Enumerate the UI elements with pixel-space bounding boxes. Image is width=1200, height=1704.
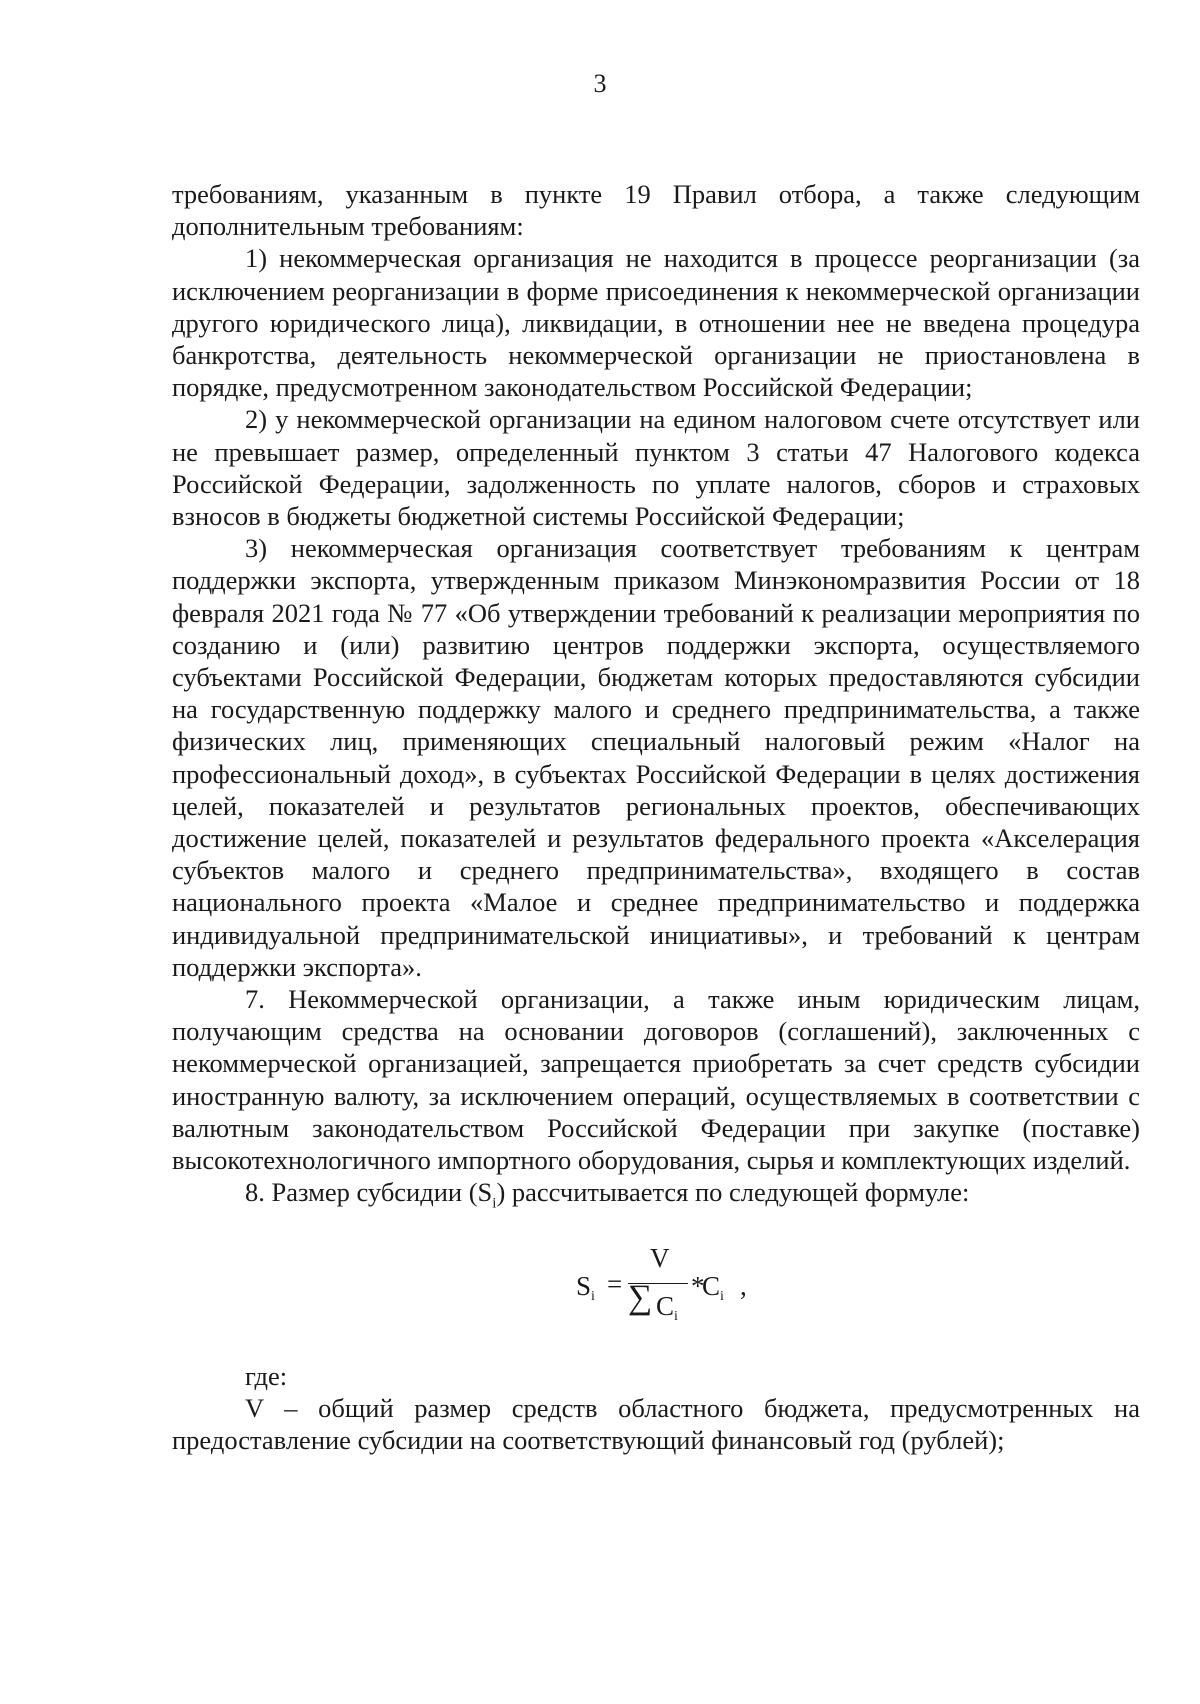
formula-den-sub: i [674, 1308, 678, 1324]
paragraph-8 [172, 1176, 1140, 1220]
paragraph-8-pre: 8. Размер субсидии (S [245, 1177, 493, 1208]
formula-factor-sub: i [720, 1288, 724, 1304]
paragraph-item-3: 3) некоммерческая организация соответствует требованиям к центрам поддержки экспорта, утвержденным приказом Минэкономразвития России от 18 февраля 2021 года № 77 «Об утверждении требований к реализации мероприятия по созданию и (или) развитию центров поддержки экспорта, осуществляемого субъектами Российской Федерации, бюджетам которых предоставляются субсидии на государственную поддержку малого и среднего предпринимательства, а также физических лиц, применяющих специальный налоговый режим «Налог на профессиональный доход», в субъектах Российской Федерации в целях достижения целей, показателей и результатов региональных проектов, обеспечивающих достижение целей, показателей и результатов федерального проекта «Акселерация субъектов малого и среднего предпринимательства», входящего в состав национального проекта «Малое и среднее предпринимательство и поддержка индивидуальной предпринимательской инициативы», и требований к центрам поддержки экспорта». [172, 533, 1140, 982]
paragraph-v-definition: V – общий размер средств областного бюджета, предусмотренных на предоставление субсидии на соответствующий финансовый год (рублей); [172, 1393, 1140, 1456]
formula-sum-symbol: ∑ [628, 1278, 653, 1316]
paragraph-where: где: [245, 1360, 288, 1391]
paragraph-8-sub: i [492, 1195, 497, 1212]
subsidy-formula [172, 1220, 1140, 1360]
paragraph-item-1: 1) некоммерческая организация не находится в процессе реорганизации (за исключением реорганизации в форме присоединения к некоммерческой организации другого юридического лица), ликвидации, в отношении нее не введена процедура банкротства, деятельность некоммерческой организации не приостановлена в порядке, предусмотренном законодательством Российской Федерации; [172, 243, 1140, 403]
formula-factor-var: C [702, 1270, 721, 1301]
formula-denominator [656, 1290, 678, 1333]
formula-den-var: C [656, 1290, 675, 1321]
paragraph-item-2: 2) у некоммерческой организации на едином налоговом счете отсутствует или не превышает размер, определенный пунктом 3 статьи 47 Налогового кодекса Российской Федерации, задолженность по уплате налогов, сборов и страховых взносов в бюджеты бюджетной системы Российской Федерации; [172, 404, 1140, 532]
paragraph-8-post: ) рассчитывается по следующей формуле: [496, 1177, 970, 1208]
formula-lhs-sub: i [591, 1288, 595, 1304]
formula-comma: , [740, 1270, 747, 1301]
paragraph-7: 7. Некоммерческой организации, а также иным юридическим лицам, получающим средства на основании договоров (соглашений), заключенных с некоммерческой организацией, запрещается приобретать за счет средств субсидии иностранную валюту, за исключением операций, осуществляемых в соответствии с валютным законодательством Российской Федерации при закупке (поставке) высокотехнологичного импортного оборудования, сырья и комплектующих изделий. [172, 984, 1140, 1176]
formula-factor [702, 1270, 724, 1313]
page-number: 3 [593, 69, 607, 98]
formula-numerator: V [650, 1242, 670, 1273]
formula-lhs-var: S [576, 1270, 592, 1301]
formula-equals: = [607, 1268, 623, 1299]
formula-multiply: * [691, 1270, 705, 1301]
formula-lhs [576, 1270, 595, 1313]
paragraph-continuation: требованиям, указанным в пункте 19 Правил отбора, а также следующим дополнительным требованиям: [172, 179, 1140, 242]
document-body [172, 178, 1140, 1456]
